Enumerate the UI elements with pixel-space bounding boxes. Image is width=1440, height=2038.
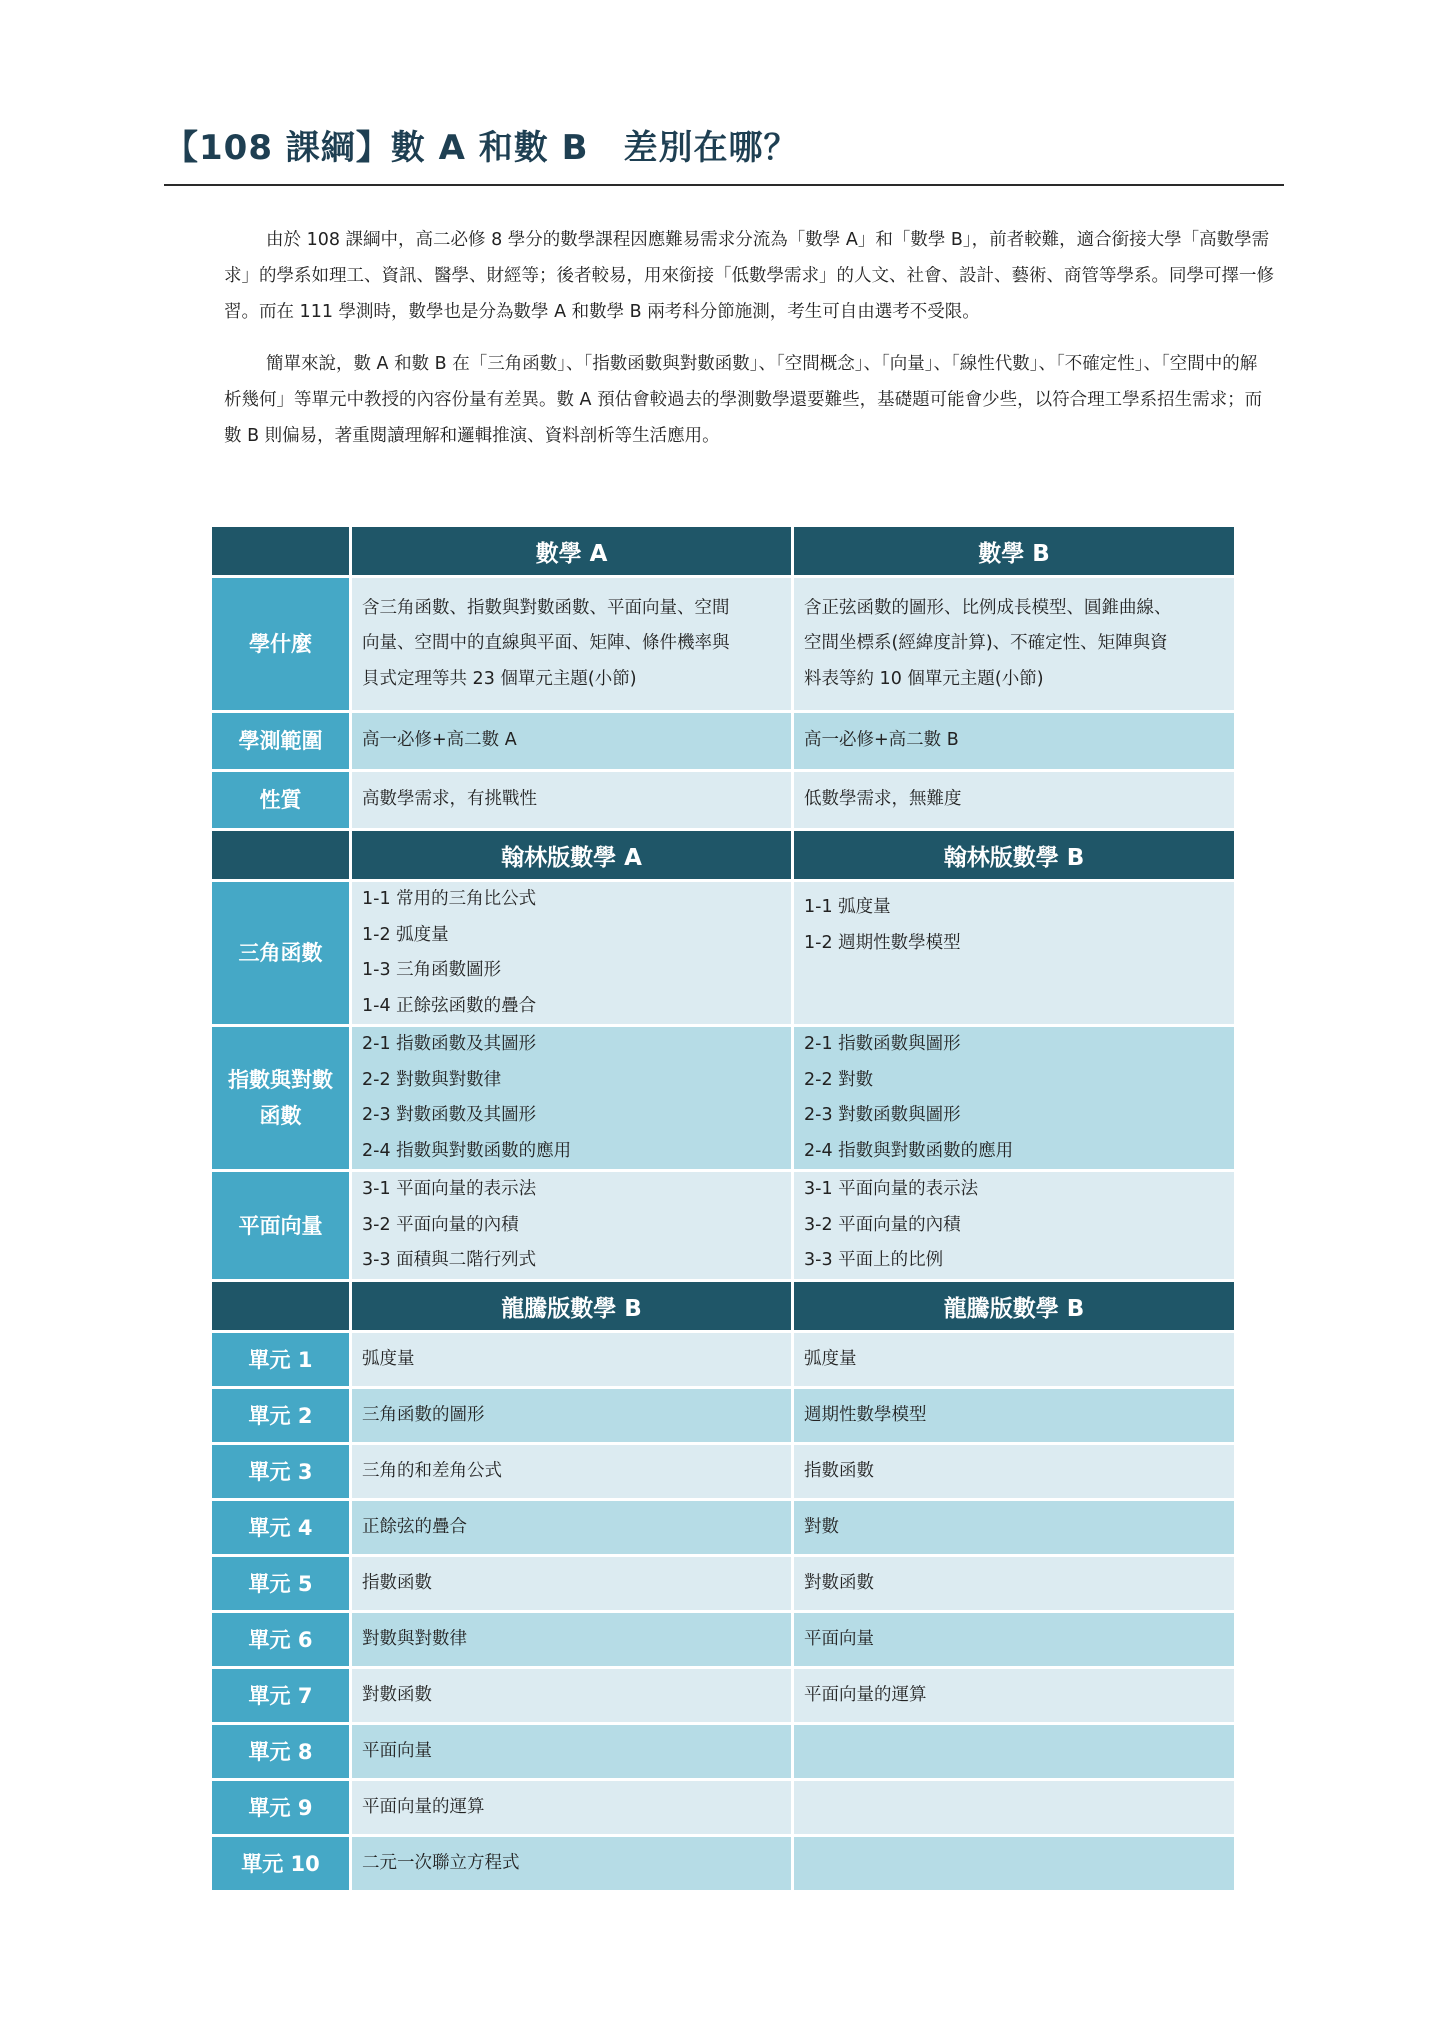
intro-paragraph-2-text: 簡單來說，數 A 和數 B 在「三角函數」、「指數函數與對數函數」、「空間概念」、「向量」、「線性代數」、「不確定性」、「空間中的解析幾何」等單元中教授的內容份量有差異。數 A 預估會較過去的學測數學還要難些，基礎題可能會少些，以符合理工學系招生需求；而數 B 則偏易，著重閱讀理解和邏輯推演、資料剖析等生活應用。 (224, 354, 1263, 446)
row-label: 單元 9 (212, 1781, 349, 1834)
cell-a: 高數學需求，有挑戰性 (352, 772, 791, 828)
cell-line: 1-2 弧度量 (362, 924, 449, 945)
intro-paragraph-1 (224, 222, 1274, 330)
row-unit-3 (212, 1445, 1234, 1498)
row-label: 單元 2 (212, 1389, 349, 1442)
cell-a: 指數函數 (352, 1557, 791, 1610)
cell-a (352, 882, 791, 1024)
cell-line: 貝式定理等共 23 個單元主題(小節) (362, 668, 637, 689)
cell-line: 向量、空間中的直線與平面、矩陣、條件機率與 (362, 633, 730, 654)
label-line: 指數與對數 (228, 1068, 333, 1092)
cell-line: 1-1 常用的三角比公式 (362, 889, 537, 909)
row-unit-9 (212, 1781, 1234, 1834)
cell-b (794, 882, 1234, 1024)
row-label (212, 1027, 349, 1169)
cell-b: 週期性數學模型 (794, 1389, 1234, 1442)
cell-b: 指數函數 (794, 1445, 1234, 1498)
cell-b (794, 1027, 1234, 1169)
cell-line: 1-4 正餘弦函數的疊合 (362, 995, 537, 1016)
cell-a (352, 1172, 791, 1279)
header-hanlin-b: 翰林版數學 B (794, 831, 1234, 879)
row-what-to-learn (212, 578, 1234, 710)
cell-a: 正餘弦的疊合 (352, 1501, 791, 1554)
cell-line: 1-1 弧度量 (804, 897, 891, 917)
label-line: 函數 (259, 1104, 302, 1128)
cell-line: 3-3 面積與二階行列式 (362, 1250, 537, 1271)
cell-b: 平面向量 (794, 1613, 1234, 1666)
row-label: 學什麼 (212, 578, 349, 710)
cell-a: 對數與對數律 (352, 1613, 791, 1666)
row-unit-1 (212, 1333, 1234, 1386)
cell-line: 2-1 指數函數與圖形 (804, 1034, 961, 1054)
row-exam-scope (212, 713, 1234, 769)
cell-line: 2-4 指數與對數函數的應用 (362, 1140, 572, 1161)
section3-header-row (212, 1282, 1234, 1330)
row-unit-5 (212, 1557, 1234, 1610)
cell-b (794, 1725, 1234, 1778)
cell-line: 3-2 平面向量的內積 (804, 1214, 961, 1235)
row-label: 單元 8 (212, 1725, 349, 1778)
cell-line: 含正弦函數的圖形、比例成長模型、圓錐曲線、 (804, 597, 1172, 618)
header-math-b: 數學 B (794, 527, 1234, 575)
row-label: 單元 3 (212, 1445, 349, 1498)
cell-line: 2-2 對數與對數律 (362, 1069, 502, 1090)
cell-line: 空間坐標系(經緯度計算)、不確定性、矩陣與資 (804, 633, 1168, 654)
cell-b: 平面向量的運算 (794, 1669, 1234, 1722)
cell-b: 高一必修+高二數 B (794, 713, 1234, 769)
cell-line: 2-1 指數函數及其圖形 (362, 1034, 537, 1054)
section1-header-row (212, 527, 1234, 575)
cell-b: 弧度量 (794, 1333, 1234, 1386)
cell-line: 2-3 對數函數及其圖形 (362, 1105, 537, 1125)
label-line: 三角函數 (238, 941, 323, 965)
cell-a: 平面向量 (352, 1725, 791, 1778)
header-hanlin-a: 翰林版數學 A (352, 831, 791, 879)
cell-b: 對數 (794, 1501, 1234, 1554)
section2-header-row (212, 831, 1234, 879)
cell-line: 2-2 對數 (804, 1069, 874, 1090)
header-corner (212, 527, 349, 575)
cell-a: 三角的和差角公式 (352, 1445, 791, 1498)
cell-b (794, 578, 1234, 710)
header-lungteng-b: 龍騰版數學 B (794, 1282, 1234, 1330)
cell-line: 2-3 對數函數與圖形 (804, 1105, 961, 1125)
row-label: 單元 1 (212, 1333, 349, 1386)
cell-a: 高一必修+高二數 A (352, 713, 791, 769)
cell-a (352, 578, 791, 710)
comparison-table-wrapper (212, 524, 1234, 1893)
row-exp-log (212, 1027, 1234, 1169)
row-label: 單元 4 (212, 1501, 349, 1554)
row-unit-6 (212, 1613, 1234, 1666)
comparison-table (209, 524, 1237, 1893)
cell-line: 1-3 三角函數圖形 (362, 960, 502, 980)
row-unit-8 (212, 1725, 1234, 1778)
row-label: 單元 6 (212, 1613, 349, 1666)
cell-a: 弧度量 (352, 1333, 791, 1386)
row-label (212, 1172, 349, 1279)
cell-line: 料表等約 10 個單元主題(小節) (804, 668, 1044, 689)
header-lungteng-a: 龍騰版數學 B (352, 1282, 791, 1330)
cell-line: 3-1 平面向量的表示法 (362, 1179, 537, 1200)
cell-b: 對數函數 (794, 1557, 1234, 1610)
cell-line: 3-3 平面上的比例 (804, 1250, 944, 1271)
cell-a: 對數函數 (352, 1669, 791, 1722)
title-divider (164, 184, 1284, 186)
cell-line: 含三角函數、指數與對數函數、平面向量、空間 (362, 597, 730, 618)
cell-b (794, 1781, 1234, 1834)
cell-line: 3-2 平面向量的內積 (362, 1214, 519, 1235)
cell-b (794, 1172, 1234, 1279)
header-corner (212, 1282, 349, 1330)
cell-b: 低數學需求，無難度 (794, 772, 1234, 828)
cell-a: 二元一次聯立方程式 (352, 1837, 791, 1890)
cell-a (352, 1027, 791, 1169)
row-plane-vector (212, 1172, 1234, 1279)
row-label: 單元 10 (212, 1837, 349, 1890)
row-unit-10 (212, 1837, 1234, 1890)
row-unit-7 (212, 1669, 1234, 1722)
header-corner (212, 831, 349, 879)
intro-paragraph-1-text: 由於 108 課綱中，高二必修 8 學分的數學課程因應難易需求分流為「數學 A」和「數學 B」，前者較難，適合銜接大學「高數學需求」的學系如理工、資訊、醫學、財經等；後者較易，用來銜接「低數學需求」的人文、社會、設計、藝術、商管等學系。同學可擇一修習。而在 111 學測時，數學也是分為數學 A 和數學 B 兩考科分節施測，考生可自由選考不受限。 (224, 230, 1274, 322)
cell-b (794, 1837, 1234, 1890)
title-area (164, 118, 1284, 178)
row-label (212, 882, 349, 1024)
row-nature (212, 772, 1234, 828)
row-label: 單元 7 (212, 1669, 349, 1722)
label-line: 平面向量 (238, 1213, 323, 1238)
cell-line: 1-2 週期性數學模型 (804, 932, 961, 953)
cell-a: 三角函數的圖形 (352, 1389, 791, 1442)
cell-a: 平面向量的運算 (352, 1781, 791, 1834)
row-label: 單元 5 (212, 1557, 349, 1610)
intro-paragraph-2 (224, 346, 1274, 454)
page-title: 【108 課綱】數 A 和數 B 差別在哪？ (164, 128, 799, 168)
row-unit-2 (212, 1389, 1234, 1442)
cell-line: 3-1 平面向量的表示法 (804, 1179, 979, 1200)
row-label: 學測範圍 (212, 713, 349, 769)
cell-line: 2-4 指數與對數函數的應用 (804, 1140, 1014, 1161)
intro-text (224, 222, 1274, 454)
row-trigonometry (212, 882, 1234, 1024)
row-label: 性質 (212, 772, 349, 828)
row-unit-4 (212, 1501, 1234, 1554)
header-math-a: 數學 A (352, 527, 791, 575)
